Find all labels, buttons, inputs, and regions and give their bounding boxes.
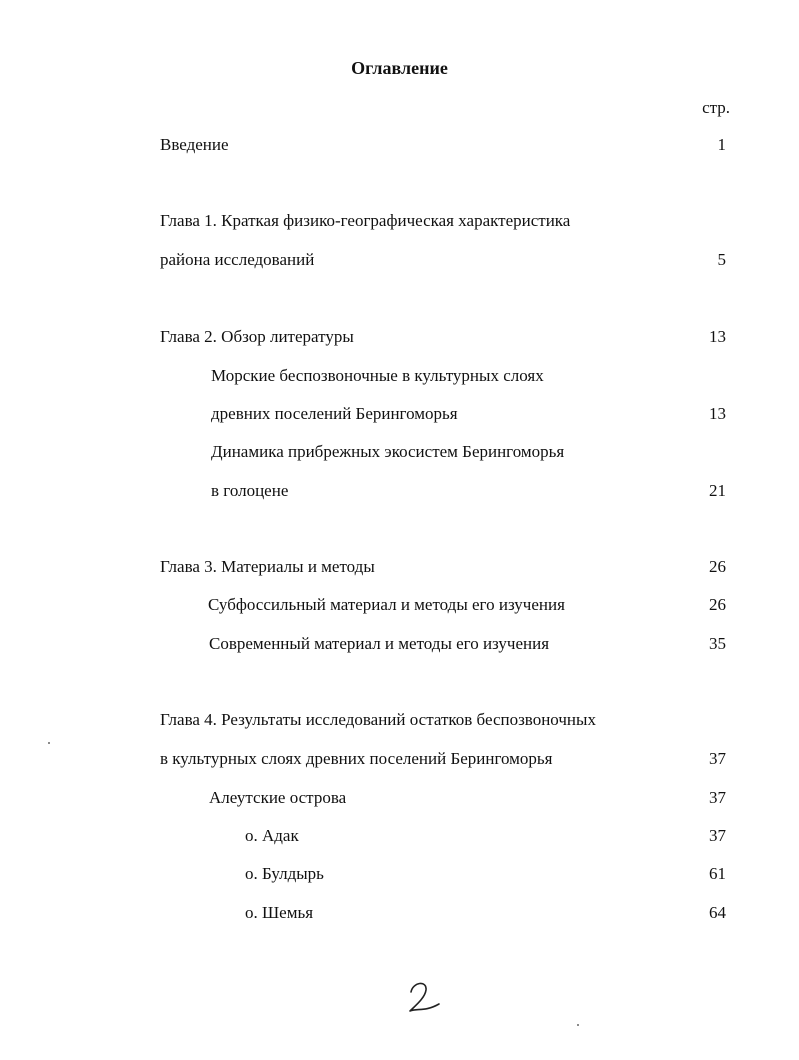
toc-entry-island-adak: о. Адак xyxy=(245,826,299,845)
toc-page-chapter-3: 26 xyxy=(709,557,726,576)
toc-page-chapter-1: 5 xyxy=(717,250,726,269)
toc-page-section-3-1: 26 xyxy=(709,595,726,614)
toc-page-island-adak: 37 xyxy=(709,826,726,845)
handwritten-page-number xyxy=(405,978,445,1018)
page-title: Оглавление xyxy=(351,58,448,78)
toc-entry-section-2-1: Морские беспозвоночные в культурных слоях xyxy=(211,366,544,385)
toc-entry-section-2-2: Динамика прибрежных экосистем Берингоморья xyxy=(211,442,565,461)
toc-page-section-2-1: 13 xyxy=(709,404,726,423)
toc-entry-island-buldyr: о. Булдырь xyxy=(245,864,324,883)
toc-entry-chapter-1-cont: района исследований xyxy=(160,250,315,269)
toc-entry-island-shemya: о. Шемья xyxy=(245,903,314,922)
toc-entry-chapter-4-cont: в культурных слоях древних поселений Берингоморья xyxy=(160,749,553,768)
toc-entry-chapter-2: Глава 2. Обзор литературы xyxy=(160,327,354,346)
toc-entry-section-2-2-cont: в голоцене xyxy=(211,481,289,500)
toc-entry-section-3-1: Субфоссильный материал и методы его изучения xyxy=(208,595,565,614)
toc-page-chapter-2: 13 xyxy=(709,327,726,346)
toc-entry-section-4-1: Алеутские острова xyxy=(209,788,347,807)
toc-entry-chapter-1: Глава 1. Краткая физико-географическая характеристика xyxy=(160,211,571,230)
scan-speck xyxy=(577,1024,579,1026)
toc-page-section-2-2: 21 xyxy=(709,481,726,500)
toc-entry-chapter-4: Глава 4. Результаты исследований остатков беспозвоночных xyxy=(160,710,596,729)
toc-page-island-buldyr: 61 xyxy=(709,864,726,883)
scan-speck xyxy=(48,742,50,744)
page-column-label: стр. xyxy=(702,98,730,117)
toc-page-section-3-2: 35 xyxy=(709,634,726,653)
toc-page-section-4-1: 37 xyxy=(709,788,726,807)
toc-page-island-shemya: 64 xyxy=(709,903,726,922)
toc-entry-section-2-1-cont: древних поселений Берингоморья xyxy=(211,404,458,423)
toc-entry-introduction: Введение xyxy=(160,135,229,154)
toc-entry-chapter-3: Глава 3. Материалы и методы xyxy=(160,557,375,576)
toc-entry-section-3-2: Современный материал и методы его изучения xyxy=(209,634,550,653)
toc-page-chapter-4: 37 xyxy=(709,749,726,768)
toc-page-introduction: 1 xyxy=(717,135,726,154)
